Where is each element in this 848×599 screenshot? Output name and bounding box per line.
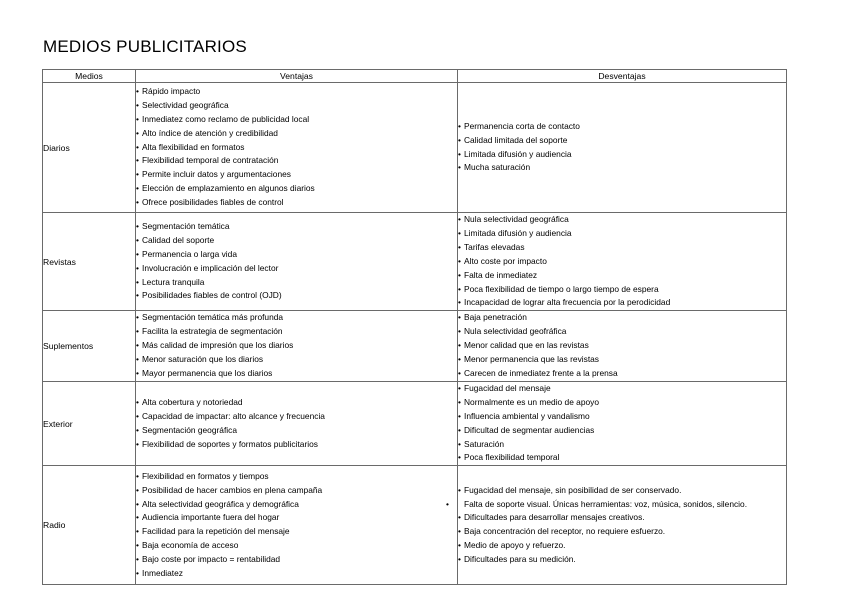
list-item-text: Segmentación temática más profunda <box>142 312 284 323</box>
list-item-text: Posibilidades fiables de control (OJD) <box>142 290 282 301</box>
list-item-text: Permanencia corta de contacto <box>464 120 580 131</box>
list-item <box>136 410 457 424</box>
bullet-icon: • <box>458 410 461 421</box>
list-item-text: Poca flexibilidad temporal <box>464 452 560 463</box>
table-body <box>43 83 787 585</box>
list-item-text: Dificultades para desarrollar mensajes creativos. <box>464 512 645 523</box>
list-item <box>136 325 457 339</box>
list-item <box>458 120 786 134</box>
ventajas-list <box>136 470 457 581</box>
list-item-text: Mucha saturación <box>464 162 531 173</box>
bullet-icon: • <box>136 290 139 301</box>
list-item <box>136 113 457 127</box>
list-item-text: Alto coste por impacto <box>464 255 547 266</box>
list-item-text: Falta de inmediatez <box>464 269 538 280</box>
list-item-text: Dificultades para su medición. <box>464 554 576 565</box>
list-item <box>458 255 786 269</box>
bullet-icon: • <box>458 283 461 294</box>
list-item <box>136 182 457 196</box>
bullet-icon: • <box>458 255 461 266</box>
list-item <box>136 276 457 290</box>
media-comparison-table <box>42 69 787 585</box>
list-item <box>458 134 786 148</box>
desventajas-cell <box>458 311 787 382</box>
list-item-text: Posibilidad de hacer cambios en plena campaña <box>142 484 323 495</box>
list-item-text: Más calidad de impresión que los diarios <box>142 340 294 351</box>
list-item-text: Incapacidad de lograr alta frecuencia por la perodicidad <box>464 297 671 308</box>
list-item-text: Saturación <box>464 438 505 449</box>
list-item-text: Carecen de inmediatez frente a la prensa <box>464 367 618 378</box>
list-item <box>136 367 457 381</box>
list-item-text: Influencia ambiental y vandalismo <box>464 410 590 421</box>
list-item-text: Rápido impacto <box>142 85 201 96</box>
bullet-icon: • <box>458 452 461 463</box>
list-item <box>136 220 457 234</box>
list-item <box>136 553 457 567</box>
desventajas-list <box>458 213 786 310</box>
list-item-text: Calidad del soporte <box>142 234 215 245</box>
list-item-text: Medio de apoyo y refuerzo. <box>464 540 566 551</box>
list-item <box>136 525 457 539</box>
bullet-icon: • <box>136 554 139 565</box>
bullet-icon: • <box>136 410 139 421</box>
list-item-text: Lectura tranquila <box>142 276 205 287</box>
list-item <box>136 168 457 182</box>
list-item <box>136 438 457 452</box>
bullet-icon: • <box>136 438 139 449</box>
list-item <box>458 148 786 162</box>
list-item <box>136 498 457 512</box>
list-item-text: Facilita la estrategia de segmentación <box>142 326 283 337</box>
list-item <box>458 339 786 353</box>
list-item <box>136 234 457 248</box>
list-item <box>136 141 457 155</box>
bullet-icon: • <box>136 248 139 259</box>
list-item <box>458 283 786 297</box>
list-item <box>136 262 457 276</box>
list-item-text: Normalmente es un medio de apoyo <box>464 396 600 407</box>
bullet-icon: • <box>136 99 139 110</box>
list-item <box>458 367 786 381</box>
list-item <box>458 410 786 424</box>
list-item-text: Bajo coste por impacto = rentabilidad <box>142 554 281 565</box>
desventajas-list <box>458 382 786 465</box>
bullet-icon: • <box>136 540 139 551</box>
list-item-text: Ofrece posibilidades fiables de control <box>142 197 284 208</box>
list-item <box>458 382 786 396</box>
list-item <box>136 424 457 438</box>
list-item <box>458 451 786 465</box>
bullet-icon: • <box>136 220 139 231</box>
desventajas-list <box>458 311 786 381</box>
list-item-text: Alta cobertura y notoriedad <box>142 396 243 407</box>
list-item-text: Segmentación geográfica <box>142 424 237 435</box>
list-item-text: Nula selectividad geográfica <box>464 214 569 224</box>
ventajas-cell <box>136 381 458 465</box>
ventajas-cell <box>136 83 458 213</box>
desventajas-cell <box>446 466 787 585</box>
bullet-icon: • <box>458 297 461 308</box>
list-item <box>458 525 786 539</box>
list-item-text: Menor saturación que los diarios <box>142 354 264 365</box>
bullet-icon: • <box>458 367 461 378</box>
table-row <box>43 311 787 382</box>
list-item-text: Permanencia o larga vida <box>142 248 237 259</box>
list-item-text: Limitada difusión y audiencia <box>464 148 572 159</box>
list-item <box>458 241 786 255</box>
list-item-text: Permite incluir datos y argumentaciones <box>142 169 291 180</box>
list-item <box>136 127 457 141</box>
bullet-icon: • <box>458 512 461 523</box>
bullet-icon: • <box>136 155 139 166</box>
list-item <box>136 470 457 484</box>
bullet-icon: • <box>136 262 139 273</box>
desventajas-cell <box>458 83 787 213</box>
bullet-icon: • <box>136 169 139 180</box>
list-item <box>458 438 786 452</box>
bullet-icon: • <box>458 526 461 537</box>
list-item <box>458 539 786 553</box>
header-medios: Medios <box>43 70 136 83</box>
list-item-text: Inmediatez <box>142 568 183 579</box>
bullet-icon: • <box>136 424 139 435</box>
bullet-icon: • <box>136 512 139 523</box>
table-row <box>43 213 787 311</box>
bullet-icon: • <box>136 470 139 481</box>
list-item-text: Flexibilidad de soportes y formatos publicitarios <box>142 438 318 449</box>
ventajas-list <box>136 85 457 210</box>
table-row <box>43 466 787 585</box>
table-header-row <box>43 70 787 83</box>
bullet-icon: • <box>136 127 139 138</box>
ventajas-list <box>136 311 457 381</box>
list-item-text: Elección de emplazamiento en algunos diarios <box>142 183 315 194</box>
list-item <box>136 196 457 210</box>
bullet-icon: • <box>136 276 139 287</box>
list-item-text: Limitada difusión y audiencia <box>464 227 572 238</box>
list-item-text: Flexibilidad temporal de contratación <box>142 155 279 166</box>
bullet-icon: • <box>136 183 139 194</box>
list-item-text: Poca flexibilidad de tiempo o largo tiempo de espera <box>464 283 659 294</box>
bullet-icon: • <box>136 568 139 579</box>
bullet-icon: • <box>458 382 461 393</box>
list-item <box>458 325 786 339</box>
bullet-icon: • <box>458 227 461 238</box>
list-item <box>458 424 786 438</box>
bullet-icon: • <box>458 424 461 435</box>
bullet-icon: • <box>458 120 461 131</box>
list-item <box>458 161 786 175</box>
table-row <box>43 381 787 465</box>
list-item <box>446 498 786 512</box>
bullet-icon: • <box>458 241 461 252</box>
desventajas-list <box>446 484 786 567</box>
list-item-text: Selectividad geográfica <box>142 99 229 110</box>
list-item <box>136 311 457 325</box>
list-item <box>136 396 457 410</box>
list-item <box>458 353 786 367</box>
table-row <box>43 83 787 213</box>
bullet-icon: • <box>458 269 461 280</box>
list-item-text: Calidad limitada del soporte <box>464 134 568 145</box>
header-ventajas: Ventajas <box>136 70 458 83</box>
list-item-text: Alto índice de atención y credibilidad <box>142 127 278 138</box>
list-item-text: Facilidad para la repetición del mensaje <box>142 526 290 537</box>
bullet-icon: • <box>136 197 139 208</box>
list-item <box>136 85 457 99</box>
bullet-icon: • <box>136 326 139 337</box>
desventajas-cell <box>458 213 787 311</box>
bullet-icon: • <box>136 526 139 537</box>
list-item <box>136 484 457 498</box>
list-item <box>136 339 457 353</box>
list-item <box>458 396 786 410</box>
list-item-text: Capacidad de impactar: alto alcance y frecuencia <box>142 410 325 421</box>
ventajas-cell <box>136 466 458 585</box>
bullet-icon: • <box>136 484 139 495</box>
bullet-icon: • <box>136 396 139 407</box>
list-item <box>136 353 457 367</box>
list-item <box>136 154 457 168</box>
ventajas-cell <box>136 311 458 382</box>
list-item-text: Baja economía de acceso <box>142 540 239 551</box>
bullet-icon: • <box>458 312 461 323</box>
bullet-icon: • <box>458 540 461 551</box>
list-item <box>458 227 786 241</box>
bullet-icon: • <box>446 498 449 509</box>
list-item-text: Mayor permanencia que los diarios <box>142 367 273 378</box>
bullet-icon: • <box>458 148 461 159</box>
list-item <box>458 484 786 498</box>
list-item <box>458 296 786 310</box>
bullet-icon: • <box>458 484 461 495</box>
bullet-icon: • <box>136 141 139 152</box>
list-item <box>458 311 786 325</box>
desventajas-list <box>458 120 786 176</box>
bullet-icon: • <box>458 554 461 565</box>
medio-cell: Exterior <box>43 381 136 465</box>
bullet-icon: • <box>458 162 461 173</box>
list-item <box>136 99 457 113</box>
list-item <box>458 511 786 525</box>
bullet-icon: • <box>458 214 461 224</box>
bullet-icon: • <box>458 354 461 365</box>
bullet-icon: • <box>136 234 139 245</box>
list-item-text: Inmediatez como reclamo de publicidad local <box>142 113 310 124</box>
list-item <box>136 289 457 303</box>
list-item-text: Menor calidad que en las revistas <box>464 340 589 351</box>
bullet-icon: • <box>136 354 139 365</box>
header-desventajas: Desventajas <box>458 70 787 83</box>
list-item <box>136 511 457 525</box>
desventajas-cell <box>458 381 787 465</box>
bullet-icon: • <box>458 340 461 351</box>
ventajas-cell <box>136 213 458 311</box>
document-title: MEDIOS PUBLICITARIOS <box>43 37 247 56</box>
list-item <box>458 269 786 283</box>
list-item <box>458 553 786 567</box>
bullet-icon: • <box>136 85 139 96</box>
medio-cell: Radio <box>43 466 136 585</box>
list-item-text: Fugacidad del mensaje <box>464 382 551 393</box>
list-item-text: Baja penetración <box>464 312 527 323</box>
list-item-text: Involucración e implicación del lector <box>142 262 279 273</box>
bullet-icon: • <box>458 396 461 407</box>
list-item-text: Alta selectividad geográfica y demográfica <box>142 498 299 509</box>
bullet-icon: • <box>136 498 139 509</box>
list-item-text: Audiencia importante fuera del hogar <box>142 512 280 523</box>
list-item-text: Baja concentración del receptor, no requiere esfuerzo. <box>464 526 666 537</box>
list-item <box>136 539 457 553</box>
bullet-icon: • <box>136 367 139 378</box>
list-item-text: Falta de soporte visual. Únicas herramientas: voz, música, sonidos, silencio. <box>464 498 748 509</box>
list-item-text: Menor permanencia que las revistas <box>464 354 599 365</box>
bullet-icon: • <box>136 312 139 323</box>
bullet-icon: • <box>458 326 461 337</box>
list-item-text: Nula selectividad geofráfica <box>464 326 567 337</box>
list-item-text: Fugacidad del mensaje, sin posibilidad de ser conservado. <box>464 484 682 495</box>
bullet-icon: • <box>458 134 461 145</box>
list-item-text: Flexibilidad en formatos y tiempos <box>142 470 269 481</box>
ventajas-list <box>136 396 457 452</box>
list-item <box>458 213 786 227</box>
bullet-icon: • <box>136 340 139 351</box>
list-item <box>136 567 457 581</box>
ventajas-list <box>136 220 457 303</box>
list-item-text: Segmentación temática <box>142 220 230 231</box>
medio-cell: Diarios <box>43 83 136 213</box>
medio-cell: Suplementos <box>43 311 136 382</box>
list-item-text: Tarifas elevadas <box>464 241 525 252</box>
bullet-icon: • <box>136 113 139 124</box>
list-item <box>136 248 457 262</box>
bullet-icon: • <box>458 438 461 449</box>
list-item-text: Alta flexibilidad en formatos <box>142 141 245 152</box>
medio-cell: Revistas <box>43 213 136 311</box>
list-item-text: Dificultad de segmentar audiencias <box>464 424 595 435</box>
